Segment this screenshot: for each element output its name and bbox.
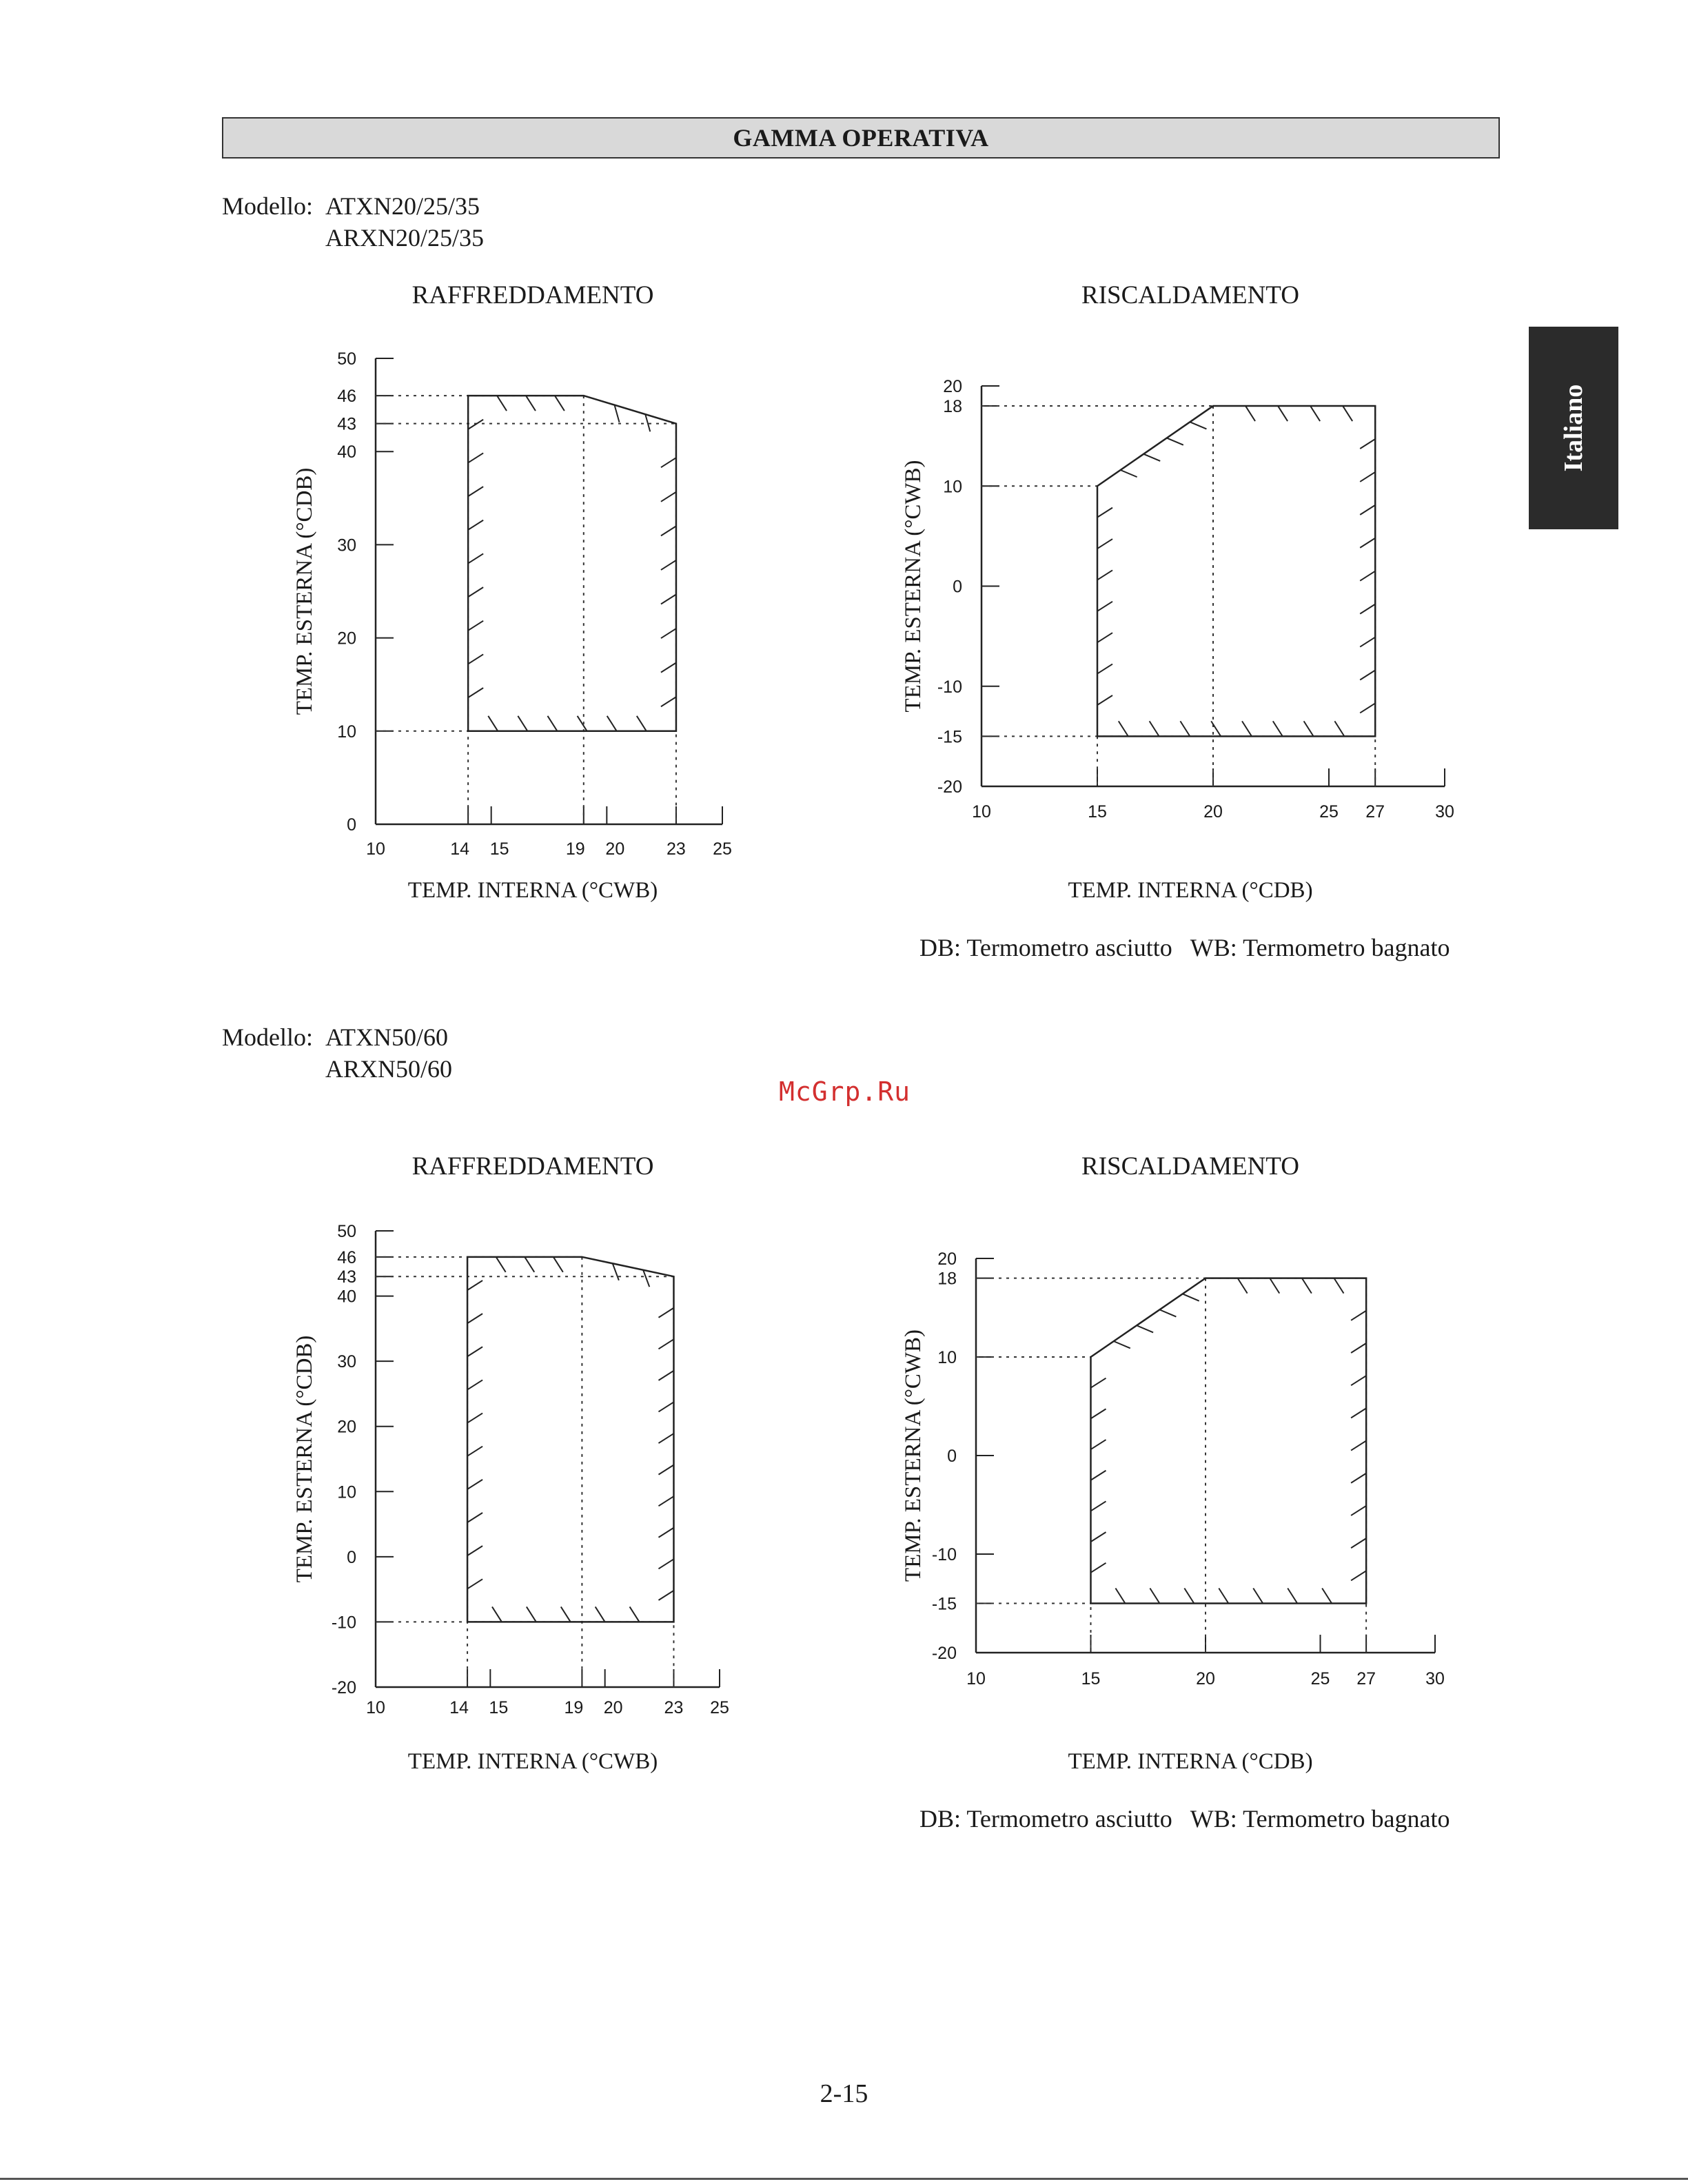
legend-db: DB: Termometro asciutto: [919, 934, 1172, 961]
chart-title: RISCALDAMENTO: [1081, 281, 1299, 309]
x-tick-label: 14: [450, 839, 470, 859]
x-axis-label: TEMP. INTERNA (°CDB): [1068, 878, 1313, 903]
hatch-mark: [518, 716, 527, 731]
x-tick-label: 20: [605, 839, 625, 859]
hatch-mark: [1150, 1589, 1159, 1604]
hatch-mark: [661, 458, 676, 467]
hatch-mark: [1351, 1506, 1366, 1515]
hatch-mark: [661, 526, 676, 535]
hatch-mark: [1091, 1471, 1106, 1480]
x-axis-label: TEMP. INTERNA (°CDB): [1068, 1749, 1313, 1774]
hatch-mark: [658, 1371, 673, 1380]
hatch-mark: [468, 654, 483, 664]
legend-wb: WB: Termometro bagnato: [1190, 1805, 1450, 1833]
hatch-mark: [467, 1447, 482, 1456]
x-tick-label: 15: [1081, 1669, 1101, 1688]
y-tick-label: -20: [931, 1644, 957, 1663]
x-tick-label: 15: [489, 1698, 509, 1717]
hatch-mark: [1304, 721, 1314, 736]
x-tick-label: 30: [1435, 802, 1454, 821]
hatch-mark: [467, 1579, 482, 1589]
chart-4: [901, 1152, 1445, 1774]
hatch-mark: [527, 1606, 536, 1622]
model-line-2: ARXN50/60: [325, 1055, 453, 1083]
hatch-mark: [1360, 604, 1375, 614]
hatch-mark: [643, 1270, 649, 1287]
hatch-mark: [658, 1591, 673, 1600]
hatch-mark: [1360, 571, 1375, 581]
model-label: Modello:: [222, 192, 313, 220]
y-tick-label: 0: [953, 577, 962, 597]
chart-title: RISCALDAMENTO: [1081, 1152, 1299, 1181]
hatch-mark: [1360, 703, 1375, 713]
hatch-mark: [661, 663, 676, 673]
hatch-mark: [488, 716, 498, 731]
hatch-mark: [468, 453, 483, 462]
x-tick-label: 20: [1203, 802, 1223, 821]
hatch-mark: [1351, 1343, 1366, 1353]
x-tick-label: 25: [1310, 1669, 1330, 1688]
x-tick-label: 10: [966, 1669, 986, 1688]
hatch-mark: [467, 1513, 482, 1522]
y-tick-label: 43: [337, 414, 356, 434]
y-axis-label: TEMP. ESTERNA (°CDB): [292, 1335, 317, 1583]
hatch-mark: [596, 1606, 605, 1622]
hatch-mark: [467, 1480, 482, 1489]
hatch-mark: [1097, 633, 1112, 642]
hatch-mark: [1143, 454, 1160, 461]
hatch-mark: [496, 1257, 506, 1272]
model-line-1: ATXN50/60: [325, 1023, 448, 1051]
chart-2: [901, 281, 1454, 903]
x-axis-label: TEMP. INTERNA (°CWB): [407, 878, 658, 903]
x-tick-label: 25: [1319, 802, 1339, 821]
chart-title: RAFFREDDAMENTO: [411, 1152, 654, 1181]
hatch-mark: [467, 1380, 482, 1389]
x-tick-label: 30: [1425, 1669, 1445, 1688]
hatch-mark: [658, 1465, 673, 1475]
hatch-mark: [1114, 1341, 1130, 1348]
y-tick-label: 40: [337, 1287, 356, 1307]
hatch-mark: [561, 1606, 571, 1622]
hatch-mark: [467, 1546, 482, 1555]
hatch-mark: [661, 697, 676, 706]
hatch-mark: [658, 1402, 673, 1411]
language-tab-label: Italiano: [1559, 384, 1588, 472]
hatch-mark: [468, 553, 483, 563]
hatch-mark: [1351, 1538, 1366, 1548]
hatch-mark: [468, 487, 483, 496]
x-tick-label: 10: [366, 839, 385, 859]
page-title-text: GAMMA OPERATIVA: [733, 124, 989, 152]
hatch-mark: [1278, 406, 1288, 421]
hatch-mark: [525, 1257, 534, 1272]
x-tick-label: 10: [972, 802, 991, 821]
hatch-mark: [497, 396, 507, 411]
y-tick-label: 10: [937, 1348, 957, 1367]
hatch-mark: [1310, 406, 1320, 421]
hatch-mark: [1183, 1294, 1199, 1300]
hatch-mark: [1184, 1589, 1194, 1604]
hatch-mark: [526, 396, 536, 411]
y-tick-label: 20: [937, 1249, 957, 1269]
y-tick-label: 0: [947, 1447, 957, 1466]
legend-db: DB: Termometro asciutto: [919, 1805, 1172, 1833]
hatch-mark: [615, 405, 620, 422]
y-tick-label: -15: [937, 727, 962, 747]
y-tick-label: 46: [337, 387, 356, 407]
hatch-mark: [630, 1606, 640, 1622]
x-tick-label: 19: [565, 839, 585, 859]
hatch-mark: [1159, 1309, 1176, 1316]
hatch-mark: [1097, 570, 1112, 580]
y-axis-label: TEMP. ESTERNA (°CWB): [901, 460, 926, 713]
x-tick-label: 23: [664, 1698, 684, 1717]
hatch-mark: [637, 716, 647, 731]
y-axis-label: TEMP. ESTERNA (°CDB): [292, 467, 317, 715]
hatch-mark: [468, 520, 483, 530]
hatch-mark: [1097, 602, 1112, 611]
hatch-mark: [468, 587, 483, 597]
hatch-mark: [1334, 1278, 1343, 1294]
hatch-mark: [1137, 1325, 1153, 1332]
hatch-mark: [658, 1308, 673, 1318]
y-tick-label: 18: [943, 397, 962, 417]
hatch-mark: [1351, 1473, 1366, 1483]
hatch-mark: [1091, 1563, 1106, 1573]
hatch-mark: [658, 1559, 673, 1569]
chart-title: RAFFREDDAMENTO: [411, 281, 654, 309]
hatch-mark: [1167, 438, 1183, 445]
model-line-2: ARXN20/25/35: [325, 224, 485, 252]
hatch-mark: [1238, 1278, 1248, 1294]
hatch-mark: [658, 1528, 673, 1538]
y-tick-label: 20: [943, 377, 962, 396]
hatch-mark: [492, 1606, 502, 1622]
y-tick-label: -15: [931, 1594, 957, 1614]
hatch-mark: [613, 1263, 619, 1280]
hatch-mark: [468, 688, 483, 697]
y-tick-label: 30: [337, 1352, 356, 1372]
y-tick-label: 10: [943, 477, 962, 497]
hatch-mark: [1091, 1378, 1106, 1388]
y-tick-label: 0: [347, 1547, 356, 1567]
model-label: Modello:: [222, 1023, 313, 1051]
hatch-mark: [1322, 1589, 1332, 1604]
hatch-mark: [467, 1314, 482, 1323]
hatch-mark: [1150, 721, 1159, 736]
hatch-mark: [1190, 422, 1206, 429]
hatch-mark: [1219, 1589, 1228, 1604]
hatch-mark: [1334, 721, 1344, 736]
hatch-mark: [467, 1280, 482, 1290]
x-tick-label: 20: [1196, 1669, 1215, 1688]
hatch-mark: [1097, 539, 1112, 549]
page-number: 2-15: [820, 2079, 868, 2108]
hatch-mark: [1245, 406, 1255, 421]
hatch-mark: [661, 560, 676, 570]
y-tick-label: 40: [337, 442, 356, 462]
y-axis-label: TEMP. ESTERNA (°CWB): [901, 1329, 926, 1582]
hatch-mark: [1360, 538, 1375, 548]
hatch-mark: [1360, 439, 1375, 449]
chart-3: [292, 1152, 729, 1774]
hatch-mark: [1343, 406, 1352, 421]
hatch-mark: [468, 621, 483, 631]
x-tick-label: 25: [713, 839, 732, 859]
hatch-mark: [661, 492, 676, 502]
x-tick-label: 27: [1365, 802, 1385, 821]
legend-wb: WB: Termometro bagnato: [1190, 934, 1450, 961]
y-tick-label: 30: [337, 535, 356, 555]
hatch-mark: [1097, 508, 1112, 518]
y-tick-label: 50: [337, 1222, 356, 1241]
bottom-rule: [0, 2178, 1688, 2180]
hatch-mark: [1360, 472, 1375, 482]
y-tick-label: -20: [331, 1678, 356, 1697]
hatch-mark: [607, 716, 617, 731]
hatch-mark: [658, 1433, 673, 1443]
hatch-mark: [1351, 1311, 1366, 1320]
hatch-mark: [1253, 1589, 1263, 1604]
hatch-mark: [547, 716, 557, 731]
hatch-mark: [1360, 637, 1375, 647]
y-tick-label: -10: [331, 1613, 356, 1633]
hatch-mark: [1180, 721, 1190, 736]
y-tick-label: 18: [937, 1269, 957, 1289]
hatch-mark: [1360, 505, 1375, 515]
x-tick-label: 25: [710, 1698, 729, 1717]
hatch-mark: [661, 629, 676, 638]
hatch-mark: [555, 396, 565, 411]
x-tick-label: 20: [603, 1698, 623, 1717]
hatch-mark: [1091, 1440, 1106, 1449]
hatch-mark: [468, 420, 483, 429]
y-tick-label: 43: [337, 1267, 356, 1287]
hatch-mark: [1270, 1278, 1279, 1294]
hatch-mark: [1288, 1589, 1297, 1604]
hatch-mark: [1273, 721, 1283, 736]
x-tick-label: 23: [667, 839, 686, 859]
x-tick-label: 10: [366, 1698, 385, 1717]
y-tick-label: 50: [337, 349, 356, 369]
hatch-mark: [1119, 721, 1128, 736]
y-tick-label: 10: [337, 722, 356, 742]
hatch-mark: [1091, 1409, 1106, 1418]
y-tick-label: 20: [337, 629, 356, 649]
hatch-mark: [1351, 1441, 1366, 1451]
operating-region: [468, 396, 676, 731]
hatch-mark: [1351, 1376, 1366, 1385]
hatch-mark: [658, 1496, 673, 1506]
y-tick-label: 20: [337, 1417, 356, 1437]
hatch-mark: [1360, 671, 1375, 680]
hatch-mark: [1302, 1278, 1312, 1294]
x-tick-label: 15: [1088, 802, 1107, 821]
hatch-mark: [1121, 470, 1137, 477]
hatch-mark: [467, 1414, 482, 1423]
x-axis-label: TEMP. INTERNA (°CWB): [407, 1749, 658, 1774]
y-tick-label: -10: [931, 1545, 957, 1564]
hatch-mark: [1351, 1408, 1366, 1418]
hatch-mark: [1091, 1532, 1106, 1542]
hatch-mark: [1351, 1571, 1366, 1580]
y-tick-label: -10: [937, 677, 962, 697]
x-tick-label: 15: [489, 839, 509, 859]
hatch-mark: [578, 716, 587, 731]
operating-region: [1097, 406, 1375, 736]
hatch-mark: [1097, 664, 1112, 674]
hatch-mark: [553, 1257, 563, 1272]
x-tick-label: 14: [449, 1698, 469, 1717]
hatch-mark: [658, 1339, 673, 1349]
hatch-mark: [467, 1347, 482, 1356]
watermark: McGrp.Ru: [779, 1076, 911, 1107]
hatch-mark: [661, 595, 676, 604]
hatch-mark: [1242, 721, 1252, 736]
chart-1: [292, 281, 732, 903]
x-tick-label: 27: [1356, 1669, 1376, 1688]
y-tick-label: 46: [337, 1247, 356, 1267]
y-tick-label: 0: [347, 815, 356, 835]
hatch-mark: [1091, 1501, 1106, 1511]
hatch-mark: [1115, 1589, 1125, 1604]
operating-region: [1091, 1278, 1367, 1604]
x-tick-label: 19: [564, 1698, 584, 1717]
y-tick-label: 10: [337, 1482, 356, 1502]
operating-region: [467, 1257, 673, 1622]
hatch-mark: [1097, 695, 1112, 705]
model-line-1: ATXN20/25/35: [325, 192, 480, 220]
y-tick-label: -20: [937, 777, 962, 797]
